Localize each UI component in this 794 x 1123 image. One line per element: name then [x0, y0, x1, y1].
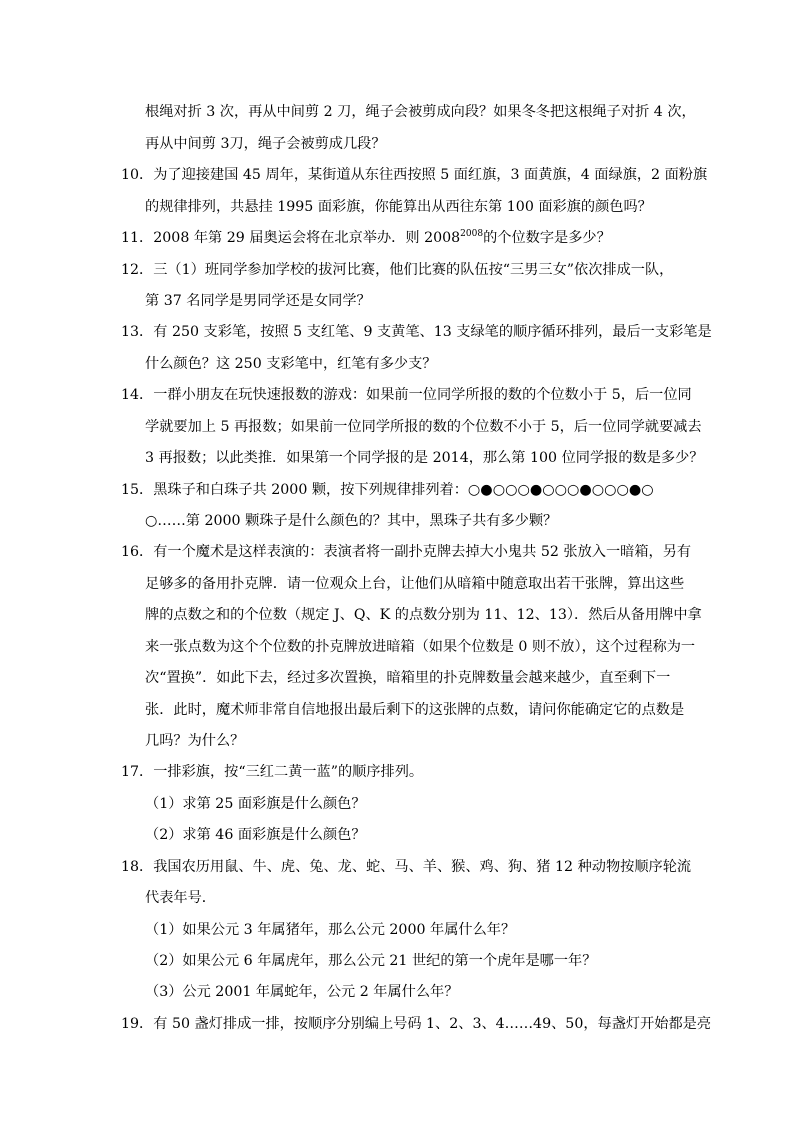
q17-line-1: 17．一排彩旗，按“三红二黄一蓝”的顺序排列。 [121, 764, 424, 780]
q12-line-2: 第 37 名同学是男同学还是女同学？ [145, 293, 371, 309]
q18-sub-3: （3）公元 2001 年属蛇年，公元 2 年属什么年？ [145, 984, 459, 1000]
q12-line-1: 12．三（1）班同学参加学校的拔河比赛，他们比赛的队伍按“三男三女”依次排成一队， [121, 262, 674, 278]
q14-line-1: 14．一群小朋友在玩快速报数的游戏：如果前一位同学所报的数的个位数小于 5，后一位同 [121, 387, 692, 403]
q13-line-2: 什么颜色？这 250 支彩笔中，红笔有多少支？ [145, 356, 437, 372]
q14-line-2: 学就要加上 5 再报数；如果前一位同学所报的数的个位数不小于 5，后一位同学就要减去 [145, 419, 702, 435]
q17-sub-2: （2）求第 46 面彩旗是什么颜色？ [145, 827, 366, 843]
q16-line-3: 牌的点数之和的个位数（规定 J、Q、K 的点数分别为 11、12、13）．然后从备用牌中拿 [145, 607, 702, 623]
q11-exponent: 2008 [460, 229, 484, 239]
q11-prefix: 11．2008 年第 29 届奥运会将在北京举办．则 2008 [121, 230, 461, 246]
q11-line [121, 228, 611, 248]
q16-line-4: 来一张点数为这个个位数的扑克牌放进暗箱（如果个位数是 0 则不放），这个过程称为一 [145, 639, 696, 655]
q18-sub-2: （2）如果公元 6 年属虎年，那么公元 21 世纪的第一个虎年是哪一年？ [145, 953, 597, 969]
q16-line-6: 张．此时，魔术师非常自信地报出最后剩下的这张牌的点数，请问你能确定它的点数是 [145, 702, 685, 718]
q10-line-2: 的规律排列，共悬挂 1995 面彩旗，你能算出从西往东第 100 面彩旗的颜色吗？ [145, 199, 652, 215]
q13-line-1: 13．有 250 支彩笔，按照 5 支红笔、9 支黄笔、13 支绿笔的顺序循环排列，最后一支彩笔是 [121, 324, 712, 340]
q16-line-1: 16．有一个魔术是这样表演的：表演者将一副扑克牌去掉大小鬼共 52 张放入一暗箱，另有 [121, 544, 692, 560]
q15-line-1: 15．黑珠子和白珠子共 2000 颗，按下列规律排列着：○●○○○●○○○●○○○●○ [121, 482, 654, 498]
q19-line-1: 19．有 50 盏灯排成一排，按顺序分别编上号码 1、2、3、4……49、50，每盏灯开始都是亮 [121, 1016, 712, 1032]
q16-line-5: 次“置换”．如此下去，经过多次置换，暗箱里的扑克牌数量会越来越少，直至剩下一 [145, 670, 671, 686]
q18-line-1: 18．我国农历用鼠、牛、虎、兔、龙、蛇、马、羊、猴、鸡、狗、猪 12 种动物按顺序轮流 [121, 859, 692, 875]
q11-suffix: 的个位数字是多少？ [483, 230, 611, 246]
q18-sub-1: （1）如果公元 3 年属猪年，那么公元 2000 年属什么年？ [145, 922, 516, 938]
q9-line-1: 根绳对折 3 次，再从中间剪 2 刀，绳子会被剪成向段？如果冬冬把这根绳子对折 4 次， [145, 104, 696, 120]
q17-sub-1: （1）求第 25 面彩旗是什么颜色？ [145, 796, 366, 812]
q16-line-2: 足够多的备用扑克牌．请一位观众上台，让他们从暗箱中随意取出若干张牌，算出这些 [145, 576, 685, 592]
q9-line-2: 再从中间剪 3刀，绳子会被剪成几段？ [145, 136, 386, 152]
q18-line-2: 代表年号． [145, 890, 216, 906]
q15-line-2: ○……第 2000 颗珠子是什么颜色的？其中，黑珠子共有多少颗？ [145, 513, 558, 529]
q16-line-7: 几吗？为什么？ [145, 733, 245, 749]
q10-line-1: 10．为了迎接建国 45 周年，某街道从东往西按照 5 面红旗，3 面黄旗，4 面绿旗，2 面粉旗 [121, 167, 708, 183]
q14-line-3: 3 再报数；以此类推．如果第一个同学报的是 2014，那么第 100 位同学报的数是多少？ [145, 450, 704, 466]
